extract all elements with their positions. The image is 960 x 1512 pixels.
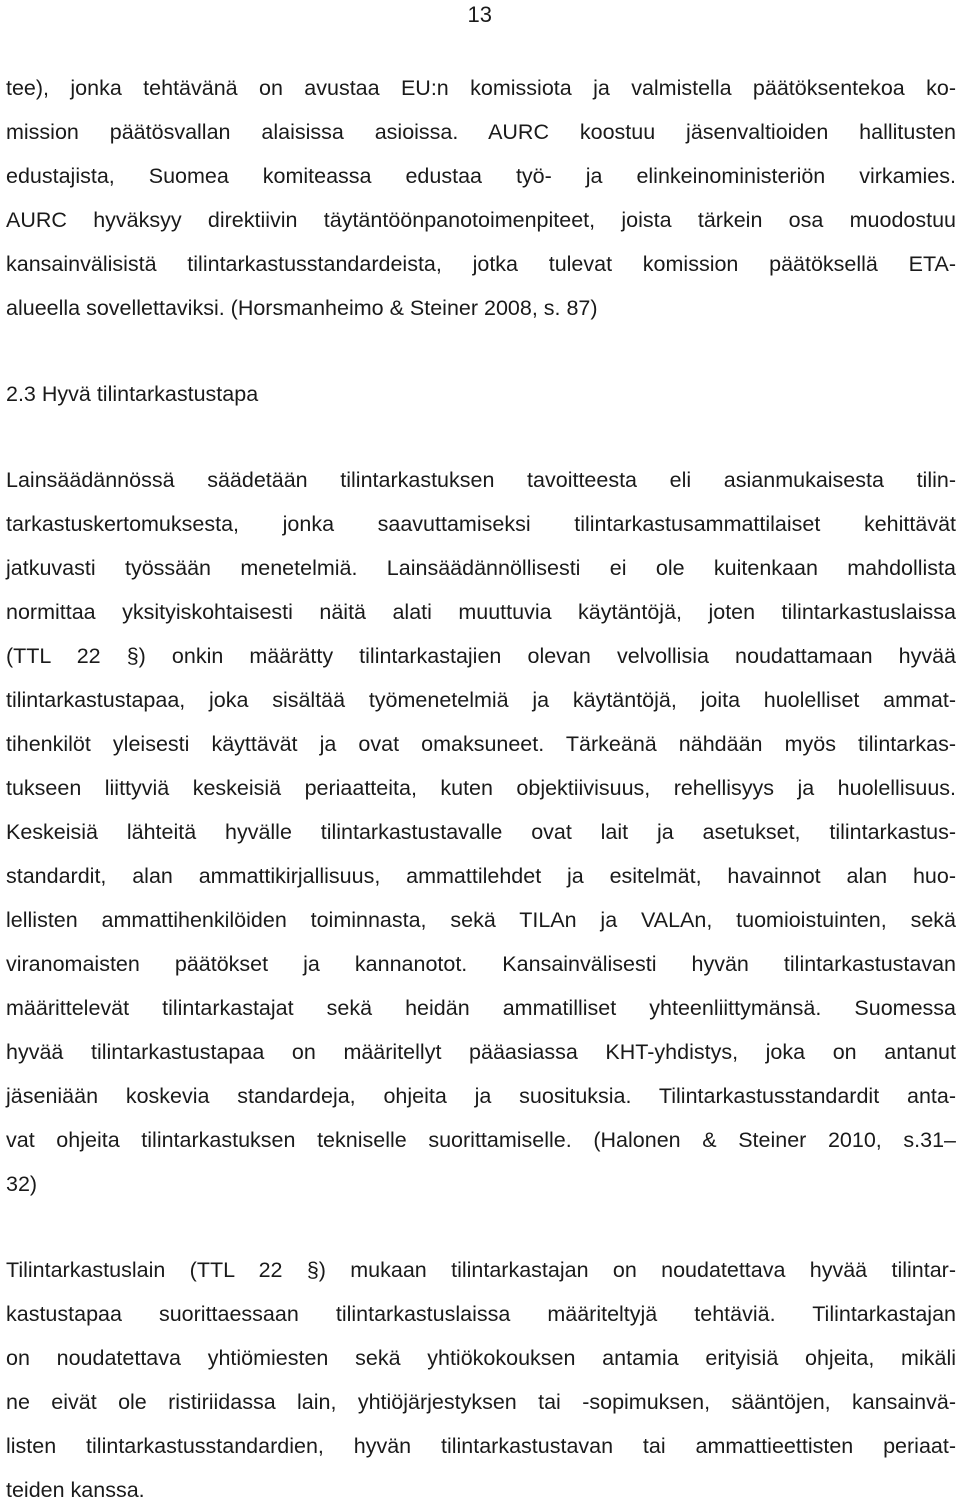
paragraph-line: ne eivät ole ristiriidassa lain, yhtiöjärjestyksen tai -sopimuksen, sääntöjen, kansainvä-	[6, 1390, 956, 1414]
paragraph-line: jäseniään koskevia standardeja, ohjeita ja suosituksia. Tilintarkastusstandardit anta-	[6, 1084, 956, 1108]
paragraph-line: jatkuvasti työssään menetelmiä. Lainsäädännöllisesti ei ole kuitenkaan mahdollista	[6, 556, 956, 580]
paragraph-2	[6, 458, 956, 1206]
paragraph-line: edustajista, Suomea komiteassa edustaa työ- ja elinkeinoministeriön virkamies.	[6, 164, 956, 188]
paragraph-line: tihenkilöt yleisesti käyttävät ja ovat omaksuneet. Tärkeänä nähdään myös tilintarkas-	[6, 732, 956, 756]
paragraph-line: tilintarkastustapaa, joka sisältää työmenetelmiä ja käytäntöjä, joita huolelliset ammat-	[6, 688, 956, 712]
section-heading: 2.3 Hyvä tilintarkastustapa	[6, 382, 259, 406]
paragraph-line: teiden kanssa.	[6, 1478, 145, 1502]
paragraph-line: tarkastuskertomuksesta, jonka saavuttamiseksi tilintarkastusammattilaiset kehittävät	[6, 512, 956, 536]
paragraph-line: Lainsäädännössä säädetään tilintarkastuksen tavoitteesta eli asianmukaisesta tilin-	[6, 468, 956, 492]
paragraph-line: (TTL 22 §) onkin määrätty tilintarkastajien olevan velvollisia noudattamaan hyvää	[6, 644, 956, 668]
paragraph-line: alueella sovellettaviksi. (Horsmanheimo & Steiner 2008, s. 87)	[6, 296, 598, 320]
paragraph-line: kansainvälisistä tilintarkastusstandardeista, jotka tulevat komission päätöksellä ETA-	[6, 252, 956, 276]
paragraph-line: hyvää tilintarkastustapaa on määritellyt pääasiassa KHT-yhdistys, joka on antanut	[6, 1040, 956, 1064]
paragraph-line: lellisten ammattihenkilöiden toiminnasta, sekä TILAn ja VALAn, tuomioistuinten, sekä	[6, 908, 956, 932]
paragraph-line: Tilintarkastuslain (TTL 22 §) mukaan tilintarkastajan on noudatettava hyvää tilintar-	[6, 1258, 956, 1282]
paragraph-line: Keskeisiä lähteitä hyvälle tilintarkastustavalle ovat lait ja asetukset, tilintarkastus-	[6, 820, 956, 844]
page-number: 13	[467, 2, 492, 27]
paragraph-line: määrittelevät tilintarkastajat sekä heidän ammatilliset yhteenliittymänsä. Suomessa	[6, 996, 956, 1020]
paragraph-line: kastustapaa suorittaessaan tilintarkastuslaissa määriteltyjä tehtäviä. Tilintarkastajan	[6, 1302, 956, 1326]
paragraph-line: standardit, alan ammattikirjallisuus, ammattilehdet ja esitelmät, havainnot alan huo-	[6, 864, 956, 888]
paragraph-line: mission päätösvallan alaisissa asioissa. AURC koostuu jäsenvaltioiden hallitusten	[6, 120, 956, 144]
document-body	[6, 66, 956, 1512]
paragraph-line: AURC hyväksyy direktiivin täytäntöönpanotoimenpiteet, joista tärkein osa muodostuu	[6, 208, 956, 232]
paragraph-line: 32)	[6, 1172, 38, 1196]
paragraph-line: vat ohjeita tilintarkastuksen tekniselle suorittamiselle. (Halonen & Steiner 2010, s.31–	[6, 1128, 956, 1152]
paragraph-line: tukseen liittyviä keskeisiä periaatteita, kuten objektiivisuus, rehellisyys ja huolellisuus.	[6, 776, 956, 800]
paragraph-line: tee), jonka tehtävänä on avustaa EU:n komissiota ja valmistella päätöksentekoa ko-	[6, 76, 956, 100]
paragraph-1	[6, 66, 956, 330]
paragraph-line: viranomaisten päätökset ja kannanotot. Kansainvälisesti hyvän tilintarkastustavan	[6, 952, 956, 976]
paragraph-line: on noudatettava yhtiömiesten sekä yhtiökokouksen antamia erityisiä ohjeita, mikäli	[6, 1346, 956, 1370]
paragraph-3	[6, 1248, 956, 1512]
paragraph-line: normittaa yksityiskohtaisesti näitä alati muuttuvia käytäntöjä, joten tilintarkastuslaissa	[6, 600, 956, 624]
paragraph-line: listen tilintarkastusstandardien, hyvän tilintarkastustavan tai ammattieettisten periaat-	[6, 1434, 956, 1458]
